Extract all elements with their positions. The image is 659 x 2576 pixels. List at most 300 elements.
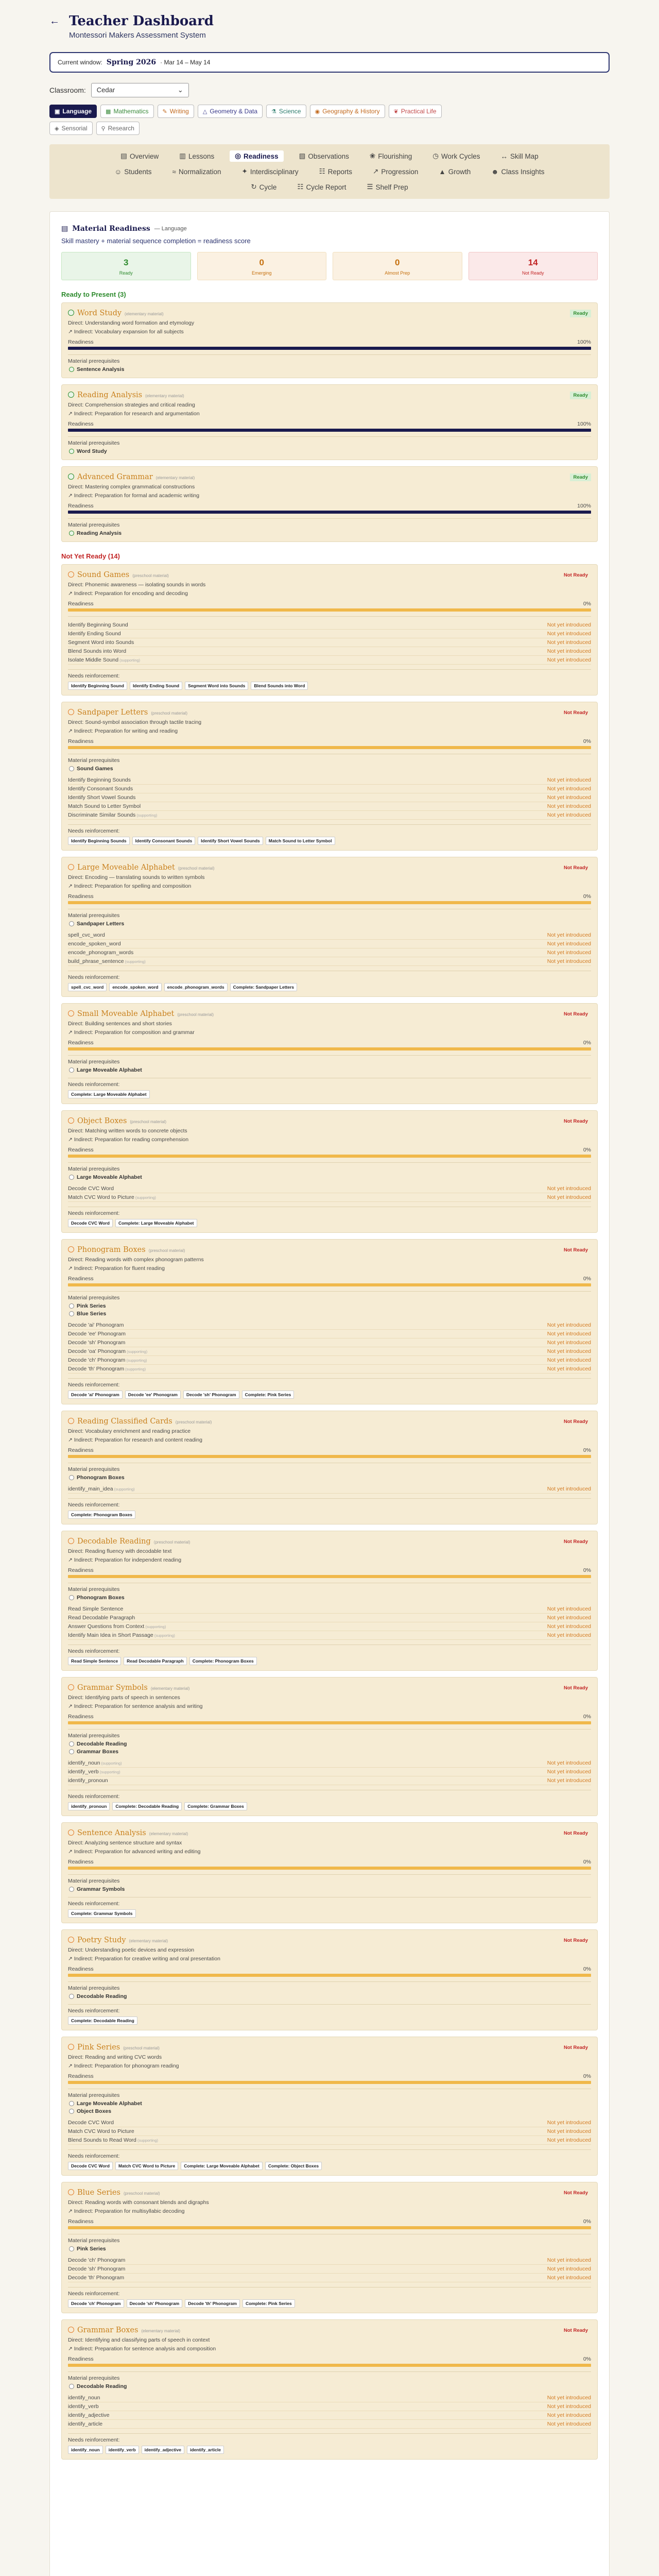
material-level: (preschool material): [148, 1248, 185, 1253]
prerequisite-name: Sentence Analysis: [77, 366, 125, 372]
subject-tab-writing[interactable]: [158, 105, 194, 118]
stat-count: 14: [528, 258, 538, 267]
material-card[interactable]: [61, 1411, 598, 1524]
arrow-left-icon[interactable]: ←: [49, 15, 60, 27]
tab-reports[interactable]: [314, 166, 357, 177]
material-name: Pink Series: [77, 2043, 120, 2052]
indirect-aim: ↗ Indirect: Preparation for sentence analysis and writing: [68, 1703, 203, 1709]
tab-label: Skill Map: [510, 152, 539, 160]
divider: [68, 824, 591, 825]
tab-icon: ☻: [491, 167, 499, 176]
skill-label: Match CVC Word to Picture: [68, 1194, 134, 1200]
tab-flourishing[interactable]: [365, 150, 417, 162]
direct-aim: Direct: Comprehension strategies and critical reading: [68, 402, 195, 408]
skill-status: Not yet introduced: [547, 2120, 591, 2126]
skill-name: [68, 932, 105, 938]
skill-requirements: [68, 621, 591, 665]
subject-tab-research[interactable]: [96, 122, 140, 135]
readiness-value: 0%: [583, 1147, 591, 1153]
material-name: Reading Analysis: [77, 391, 143, 399]
nav-row: [61, 166, 598, 177]
subject-icon: ◈: [55, 125, 59, 132]
subject-label: Geography & History: [322, 108, 380, 115]
readiness-value: 100%: [577, 339, 591, 345]
prereq-label: Material prerequisites: [68, 1733, 120, 1739]
skill-label: Identify Short Vowel Sounds: [68, 794, 136, 801]
material-card[interactable]: [61, 1239, 598, 1404]
tab-icon: ↗: [373, 167, 379, 175]
skill-row: [68, 1631, 591, 1640]
subject-tabs: [49, 105, 472, 135]
prerequisite: [69, 1174, 591, 1180]
skill-label: Read Decodable Paragraph: [68, 1615, 135, 1621]
skill-status: Not yet introduced: [547, 950, 591, 956]
needs-chip: Match Sound to Letter Symbol: [266, 837, 335, 845]
card-name: [68, 1829, 188, 1837]
material-name: Advanced Grammar: [77, 473, 153, 481]
skill-status: Not yet introduced: [547, 1777, 591, 1784]
needs-chip: Complete: Decodable Reading: [68, 2016, 137, 2025]
target-icon: [68, 1418, 74, 1424]
ready-section-title: Ready to Present (3): [61, 291, 126, 298]
tab-icon: ☷: [297, 183, 304, 191]
status-dot-icon: [69, 1887, 74, 1892]
skill-label: Decode 'ch' Phonogram: [68, 1357, 126, 1363]
needs-chip: Complete: Pink Series: [242, 1391, 294, 1399]
needs-chip: Decode 'th' Phonogram: [185, 2299, 240, 2308]
readiness-bar: [68, 1721, 591, 1724]
needs-list: [68, 2016, 591, 2025]
tab-overview[interactable]: [115, 150, 164, 162]
material-level: (elementary material): [141, 2329, 181, 2333]
needs-chip: Match CVC Word to Picture: [115, 2162, 178, 2170]
status-badge: Not Ready: [564, 1685, 588, 1691]
direct-aim: Direct: Analyzing sentence structure and syntax: [68, 1840, 182, 1846]
prereq-label: Material prerequisites: [68, 1295, 120, 1301]
card-header: [68, 708, 591, 717]
needs-chip: Read Decodable Paragraph: [124, 1657, 187, 1665]
target-icon: [68, 2044, 74, 2050]
skill-label: identify_main_idea: [68, 1486, 113, 1492]
nav-row: [61, 150, 598, 162]
skill-requirements: [68, 1759, 591, 1785]
skill-row: [68, 1338, 591, 1347]
panel-subject: — Language: [154, 225, 187, 232]
card-name: [68, 1246, 185, 1254]
skill-label: Decode 'oa' Phonogram: [68, 1348, 126, 1354]
needs-chip: spell_cvc_word: [68, 983, 107, 991]
needs-chip: identify_noun: [68, 2446, 103, 2454]
divider: [68, 1729, 591, 1730]
readiness-bar: [68, 1047, 591, 1050]
skill-row: [68, 1776, 591, 1785]
skill-status: Not yet introduced: [547, 1348, 591, 1354]
check-circle-icon: [68, 473, 74, 480]
subject-label: Science: [279, 108, 301, 115]
skill-name: [68, 2257, 125, 2263]
readiness-bar: [68, 901, 591, 904]
skill-name: [68, 1348, 147, 1354]
prereq-label: Material prerequisites: [68, 1878, 120, 1884]
needs-label: Needs reinforcement:: [68, 828, 120, 834]
tab-label: Shelf Prep: [375, 183, 408, 191]
stat-label: Ready: [119, 270, 133, 276]
skill-status: Not yet introduced: [547, 648, 591, 654]
skill-name: [68, 1194, 156, 1200]
readiness-row: [68, 1859, 591, 1865]
card-name: [68, 473, 195, 481]
skill-status: Not yet introduced: [547, 803, 591, 809]
stat-ready: [61, 252, 191, 280]
readiness-label: Readiness: [68, 1276, 94, 1282]
status-badge: Not Ready: [564, 2327, 588, 2333]
indirect-aim: ↗ Indirect: Preparation for sentence analysis and composition: [68, 2346, 216, 2352]
needs-list: [68, 682, 591, 690]
indirect-aim: ↗ Indirect: Preparation for composition and grammar: [68, 1029, 195, 1036]
tab-icon: ↔: [500, 152, 508, 160]
section-nav: [49, 144, 610, 199]
needs-chip: Identify Beginning Sound: [68, 682, 127, 690]
prerequisite: [69, 1475, 591, 1481]
tab-icon: ≈: [172, 167, 176, 176]
ready-list: [61, 302, 598, 542]
material-card[interactable]: [61, 384, 598, 460]
needs-label: Needs reinforcement:: [68, 1502, 120, 1508]
prerequisite: [69, 1311, 591, 1317]
readiness-label: Readiness: [68, 601, 94, 607]
skill-label: Isolate Middle Sound: [68, 657, 119, 663]
skill-label: Decode 'sh' Phonogram: [68, 2266, 126, 2272]
skill-note: (supporting): [100, 1761, 122, 1766]
prereq-label: Material prerequisites: [68, 757, 120, 764]
status-dot-icon: [69, 2109, 74, 2114]
skill-note: (supporting): [124, 959, 146, 964]
skill-status: Not yet introduced: [547, 777, 591, 783]
card-name: [68, 1537, 190, 1546]
material-card[interactable]: [61, 564, 598, 696]
skill-requirements: [68, 2256, 591, 2282]
skill-status: Not yet introduced: [547, 1760, 591, 1766]
readiness-bar: [68, 2081, 591, 2084]
material-card[interactable]: [61, 466, 598, 542]
material-card[interactable]: [61, 857, 598, 997]
needs-list: [68, 1090, 591, 1098]
skill-label: identify_pronoun: [68, 1777, 108, 1784]
skill-status: Not yet introduced: [547, 958, 591, 964]
tab-label: Overview: [129, 152, 159, 160]
status-dot-icon: [69, 1741, 74, 1747]
card-header: [68, 863, 591, 872]
skill-status: Not yet introduced: [547, 2128, 591, 2134]
tab-progression[interactable]: [368, 166, 423, 177]
subject-tab-practical-life[interactable]: [389, 105, 442, 118]
prerequisite-name: Sandpaper Letters: [77, 921, 125, 927]
skill-status: Not yet introduced: [547, 1632, 591, 1638]
target-icon: [68, 1937, 74, 1943]
subject-icon: ▦: [106, 108, 111, 115]
window-term: Spring 2026: [106, 58, 157, 66]
skill-label: identify_verb: [68, 1769, 99, 1775]
skill-row: [68, 2411, 591, 2420]
skill-status: Not yet introduced: [547, 2421, 591, 2427]
skill-name: [68, 803, 141, 809]
status-badge: Not Ready: [564, 1937, 588, 1943]
skill-label: Identify Main Idea in Short Passage: [68, 1632, 153, 1638]
tab-class-insights[interactable]: [486, 166, 549, 177]
tab-icon: ↻: [251, 183, 257, 191]
tab-label: Progression: [381, 167, 419, 176]
skill-row: [68, 1184, 591, 1193]
target-icon: [68, 1246, 74, 1252]
prerequisite-name: Decodable Reading: [77, 2383, 127, 2389]
stat-almost-prep: [333, 252, 462, 280]
material-card[interactable]: [61, 1003, 598, 1104]
skill-label: Match CVC Word to Picture: [68, 2128, 134, 2134]
tab-icon: ☰: [367, 183, 373, 191]
readiness-bar: [68, 2364, 591, 2367]
readiness-bar-fill: [68, 347, 591, 350]
skill-row: [68, 940, 591, 948]
tab-work-cycles[interactable]: [427, 150, 485, 162]
tab-lessons[interactable]: [174, 150, 219, 162]
readiness-row: [68, 1040, 591, 1046]
skill-name: [68, 631, 121, 637]
needs-label: Needs reinforcement:: [68, 673, 120, 679]
direct-aim: Direct: Mastering complex grammatical constructions: [68, 484, 195, 490]
readiness-row: [68, 2073, 591, 2079]
prerequisite: [69, 2383, 591, 2389]
skill-status: Not yet introduced: [547, 1615, 591, 1621]
material-name: Word Study: [77, 309, 122, 317]
prereq-label: Material prerequisites: [68, 912, 120, 919]
needs-chip: Read Simple Sentence: [68, 1657, 121, 1665]
needs-label: Needs reinforcement:: [68, 2291, 120, 2297]
readiness-value: 0%: [583, 1447, 591, 1453]
skill-note: (supporting): [125, 1358, 147, 1363]
prerequisite: [69, 1886, 591, 1892]
check-circle-icon: [68, 310, 74, 316]
needs-label: Needs reinforcement:: [68, 1648, 120, 1654]
tab-icon: ☷: [319, 167, 325, 175]
stat-label: Almost Prep: [385, 270, 410, 276]
tab-normalization[interactable]: [167, 166, 227, 177]
material-level: (preschool material): [177, 1012, 214, 1017]
skill-label: Decode 'ch' Phonogram: [68, 2257, 126, 2263]
tab-observations[interactable]: [294, 150, 354, 162]
material-level: (preschool material): [175, 1420, 212, 1425]
card-name: [68, 1684, 189, 1692]
prerequisite: [69, 1595, 591, 1601]
skill-label: identify_noun: [68, 1760, 100, 1766]
tab-label: Readiness: [244, 152, 279, 160]
skill-row: [68, 2394, 591, 2402]
readiness-value: 0%: [583, 1040, 591, 1046]
skill-label: Decode 'th' Phonogram: [68, 2275, 125, 2281]
skill-status: Not yet introduced: [547, 2257, 591, 2263]
check-circle-icon: [68, 392, 74, 398]
skill-name: [68, 2266, 125, 2272]
readiness-bar: [68, 2226, 591, 2229]
skill-status: Not yet introduced: [547, 2395, 591, 2401]
material-card[interactable]: [61, 2182, 598, 2313]
skill-label: Match Sound to Letter Symbol: [68, 803, 141, 809]
needs-list: [68, 1657, 591, 1665]
card-name: [68, 2189, 160, 2197]
readiness-row: [68, 2218, 591, 2225]
material-card[interactable]: [61, 1822, 598, 1923]
classroom-select[interactable]: [91, 83, 189, 97]
tab-icon: ▧: [299, 152, 306, 160]
target-icon: [68, 571, 74, 578]
prereq-label: Material prerequisites: [68, 440, 120, 446]
tab-growth[interactable]: [433, 166, 476, 177]
readiness-label: Readiness: [68, 2356, 94, 2362]
material-name: Object Boxes: [77, 1117, 127, 1125]
tab-readiness[interactable]: [230, 150, 283, 162]
readiness-value: 0%: [583, 2356, 591, 2362]
subject-label: Research: [108, 125, 134, 132]
skill-row: [68, 2274, 591, 2282]
status-badge: Ready: [570, 473, 591, 481]
tab-label: Cycle: [259, 183, 277, 191]
skill-note: (supporting): [134, 1195, 156, 1200]
material-card[interactable]: [61, 302, 598, 378]
readiness-label: Readiness: [68, 1040, 94, 1046]
readiness-stats: [61, 252, 598, 280]
subject-label: Practical Life: [401, 108, 437, 115]
skill-status: Not yet introduced: [547, 1357, 591, 1363]
subject-tab-geometry-data[interactable]: [198, 105, 263, 118]
skill-status: Not yet introduced: [547, 639, 591, 646]
needs-chip: Complete: Decodable Reading: [112, 1802, 182, 1810]
tab-cycle[interactable]: [246, 181, 282, 193]
material-card[interactable]: [61, 1929, 598, 2030]
card-name: [68, 309, 164, 317]
subject-tab-language[interactable]: [49, 105, 97, 118]
readiness-row: [68, 503, 591, 509]
skill-label: Decode 'sh' Phonogram: [68, 1340, 126, 1346]
card-header: [68, 1417, 591, 1426]
needs-label: Needs reinforcement:: [68, 1210, 120, 1216]
tab-icon: ▲: [439, 167, 446, 176]
divider: [68, 1162, 591, 1163]
skill-row: [68, 1605, 591, 1614]
prereq-label: Material prerequisites: [68, 2375, 120, 2381]
readiness-value: 100%: [577, 503, 591, 509]
status-dot-icon: [69, 531, 74, 536]
skill-label: identify_verb: [68, 2403, 99, 2410]
readiness-value: 0%: [583, 893, 591, 900]
subject-tab-mathematics[interactable]: [100, 105, 153, 118]
prereq-label: Material prerequisites: [68, 1466, 120, 1472]
material-card[interactable]: [61, 1110, 598, 1233]
readiness-bar: [68, 1155, 591, 1158]
material-card[interactable]: [61, 2319, 598, 2460]
subject-label: Writing: [169, 108, 189, 115]
card-header: [68, 1246, 591, 1254]
skill-row: [68, 1759, 591, 1768]
needs-chip: Identify Short Vowel Sounds: [198, 837, 263, 845]
status-badge: Not Ready: [564, 1830, 588, 1836]
material-level: (preschool material): [123, 2046, 160, 2050]
material-level: (elementary material): [125, 312, 164, 316]
status-dot-icon: [69, 1475, 74, 1480]
readiness-bar: [68, 608, 591, 612]
tab-label: Flourishing: [378, 152, 412, 160]
readiness-row: [68, 1147, 591, 1153]
material-card[interactable]: [61, 1677, 598, 1816]
material-card[interactable]: [61, 1531, 598, 1671]
skill-note: (supporting): [136, 2138, 158, 2143]
tab-label: Work Cycles: [441, 152, 480, 160]
tab-cycle-report[interactable]: [292, 181, 351, 193]
skill-name: [68, 1760, 122, 1766]
classroom-label: Classroom:: [49, 86, 86, 94]
tab-shelf-prep[interactable]: [362, 181, 413, 193]
skill-name: [68, 648, 126, 654]
needs-chip: Segment Word into Sounds: [185, 682, 248, 690]
card-header: [68, 1829, 591, 1837]
prerequisite: [69, 2108, 591, 2114]
prerequisite-name: Word Study: [77, 448, 107, 454]
skill-requirements: [68, 776, 591, 820]
skill-label: Decode 'ai' Phonogram: [68, 1322, 124, 1328]
readiness-bar: [68, 1283, 591, 1286]
skill-name: [68, 1632, 175, 1638]
card-name: [68, 708, 187, 717]
prerequisite: [69, 530, 591, 536]
status-badge: Not Ready: [564, 572, 588, 578]
needs-label: Needs reinforcement:: [68, 2008, 120, 2014]
material-name: Sound Games: [77, 571, 130, 579]
skill-label: Blend Sounds into Word: [68, 648, 127, 654]
readiness-label: Readiness: [68, 339, 94, 345]
skill-name: [68, 2421, 102, 2427]
tab-skill-map[interactable]: [496, 150, 544, 162]
needs-list: [68, 2299, 591, 2308]
material-card[interactable]: [61, 2037, 598, 2176]
status-dot-icon: [69, 1303, 74, 1309]
subject-tab-science[interactable]: [266, 105, 306, 118]
status-badge: Not Ready: [564, 1538, 588, 1545]
skill-name: [68, 1606, 123, 1612]
tab-interdisciplinary[interactable]: [237, 166, 304, 177]
indirect-aim: ↗ Indirect: Preparation for research and content reading: [68, 1437, 202, 1443]
status-dot-icon: [69, 921, 74, 926]
divider: [68, 1498, 591, 1499]
material-card[interactable]: [61, 702, 598, 851]
skill-row: [68, 1356, 591, 1365]
card-name: [68, 2326, 180, 2334]
direct-aim: Direct: Identifying and classifying parts of speech in context: [68, 2337, 210, 2343]
subject-tab-geography-history[interactable]: [310, 105, 385, 118]
skill-name: [68, 1331, 126, 1337]
readiness-row: [68, 1714, 591, 1720]
skill-status: Not yet introduced: [547, 794, 591, 801]
tab-label: Lessons: [188, 152, 215, 160]
stat-count: 0: [259, 258, 264, 267]
tab-students[interactable]: [109, 166, 157, 177]
status-dot-icon: [69, 766, 74, 771]
subject-tab-sensorial[interactable]: [49, 122, 93, 135]
needs-chip: Complete: Large Moveable Alphabet: [68, 1090, 150, 1098]
skill-status: Not yet introduced: [547, 657, 591, 663]
tab-icon: ▤: [120, 152, 127, 160]
skill-note: (supporting): [118, 658, 141, 663]
skill-name: [68, 1340, 125, 1346]
direct-aim: Direct: Understanding poetic devices and expression: [68, 1947, 195, 1953]
target-icon: [68, 1829, 74, 1836]
